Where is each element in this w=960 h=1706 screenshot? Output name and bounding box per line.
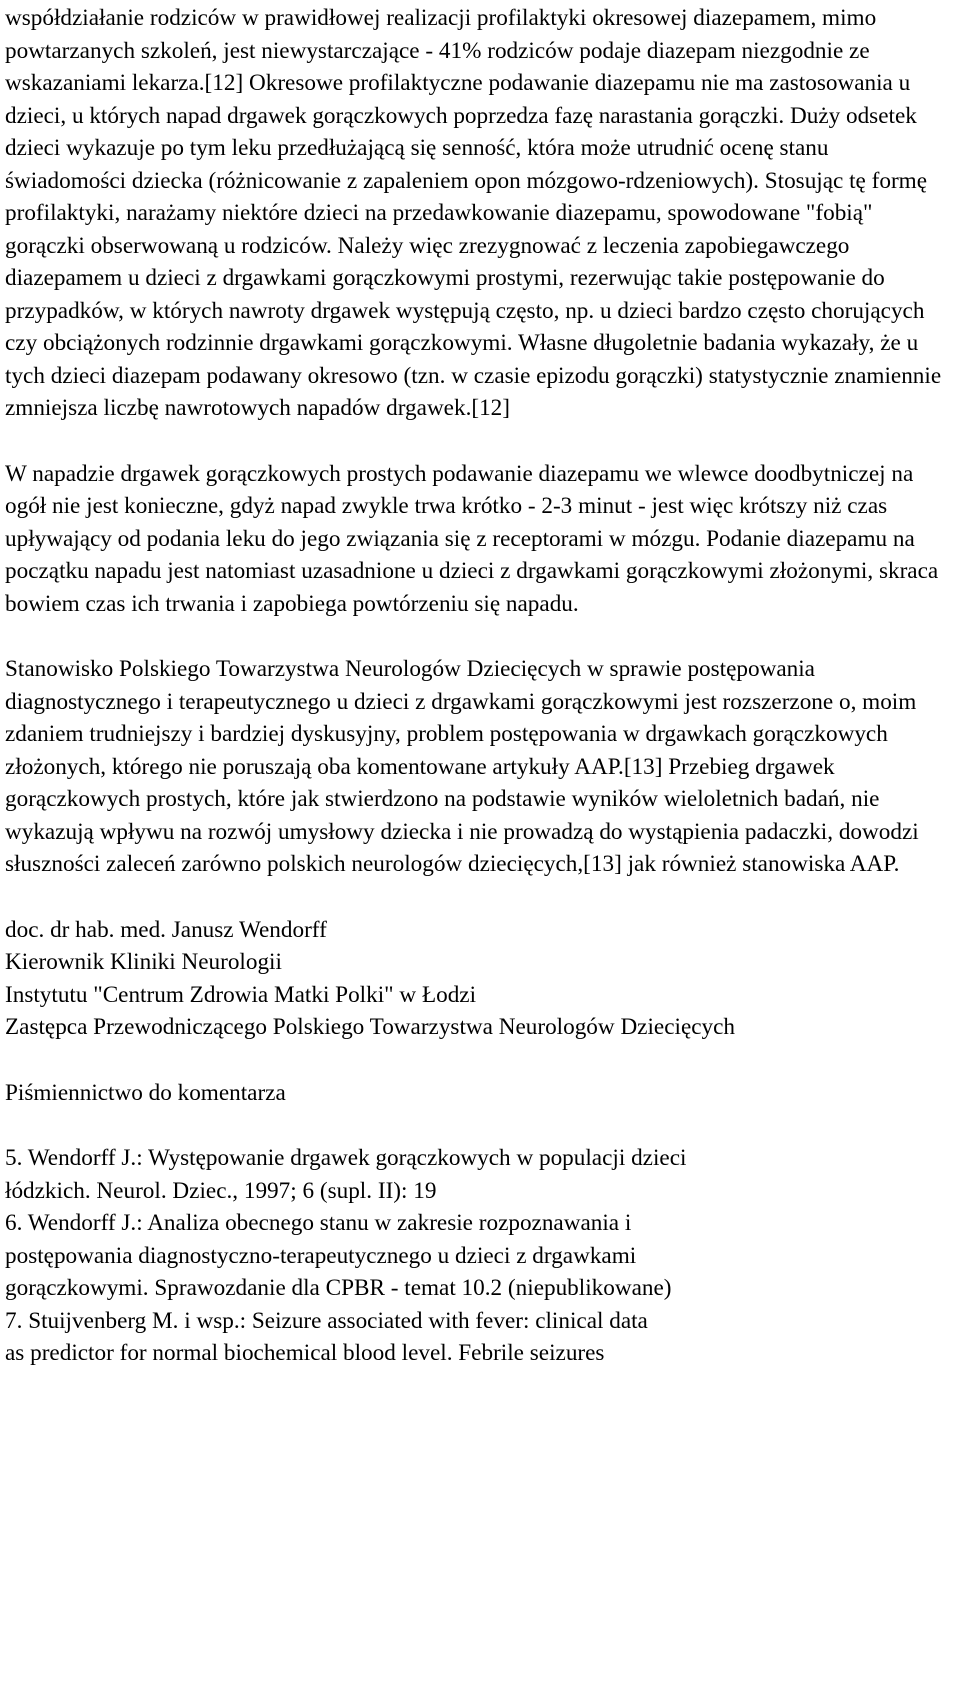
author-name: doc. dr hab. med. Janusz Wendorff	[5, 916, 327, 943]
reference-line: gorączkowymi. Sprawozdanie dla CPBR - temat 10.2 (niepublikowane)	[5, 1275, 672, 1301]
document-page	[5, 0, 955, 1370]
author-signature	[5, 914, 955, 1044]
paragraph-rectal-diazepam: W napadzie drgawek gorączkowych prostych podawanie diazepamu we wlewce doodbytniczej na ogół nie jest konieczne, gdyż napad zwykle trwa krótko - 2-3 minut - jest więc krótszy niż czas upływający od podania leku do jego związania się z receptorami w mózgu. Podanie diazepamu na początku napadu jest natomiast uzasadnione u dzieci z drgawkami gorączkowymi złożonymi, skraca bowiem czas ich trwania i zapobiega powtórzeniu się napadu.	[5, 460, 939, 617]
reference-item	[5, 1305, 955, 1370]
paragraph-diazepam-prophylaxis: współdziałanie rodziców w prawidłowej realizacji profilaktyki okresowej diazepamem, mimo powtarzanych szkoleń, jest niewystarczające - 41% rodziców podaje diazepam niezgodnie ze wskazaniami lekarza.[12] Okresowe profilaktyczne podawanie diazepamu nie ma zastosowania u dzieci, u których napad drgawek gorączkowych poprzedza fazę narastania gorączki. Duży odsetek dzieci wykazuje po tym leku przedłużającą się senność, która może utrudnić ocenę stanu świadomości dziecka (różnicowanie z zapaleniem opon mózgowo-rdzeniowych). Stosując tę formę profilaktyki, narażamy niektóre dzieci na przedawkowanie diazepamu, spowodowane "fobią" gorączki obserwowaną u rodziców. Należy więc zrezygnować z leczenia zapobiegawczego diazepamem u dzieci z drgawkami gorączkowymi prostymi, rezerwując takie postępowanie do przypadków, w których nawroty drgawek występują często, np. u dzieci bardzo często chorujących czy obciążonych rodzinnie drgawkami gorączkowymi. Własne długoletnie badania wykazały, że u tych dzieci diazepam podawany okresowo (tzn. w czasie epizodu gorączki) statystycznie znamiennie zmniejsza liczbę nawrotowych napadów drgawek.[12]	[5, 5, 942, 421]
author-role: Kierownik Kliniki Neurologii	[5, 949, 282, 975]
paragraph-gap	[5, 620, 955, 653]
reference-item	[5, 1142, 955, 1207]
author-institute: Instytutu "Centrum Zdrowia Matki Polki" w Łodzi	[5, 981, 477, 1008]
paragraph-gap	[5, 881, 955, 914]
author-deputy-role: Zastępca Przewodniczącego Polskiego Towarzystwa Neurologów Dziecięcych	[5, 1014, 736, 1040]
reference-line: 5. Wendorff J.: Występowanie drgawek gorączkowych w populacji dzieci	[5, 1145, 687, 1171]
paragraph-gap	[5, 425, 955, 458]
reference-line: postępowania diagnostyczno-terapeutycznego u dzieci z drgawkami	[5, 1242, 637, 1269]
paragraph-gap	[5, 1044, 955, 1077]
reference-line: 7. Stuijvenberg M. i wsp.: Seizure associated with fever: clinical data	[5, 1307, 648, 1334]
reference-line: łódzkich. Neurol. Dziec., 1997; 6 (supl. II): 19	[5, 1177, 437, 1204]
reference-item	[5, 1207, 955, 1305]
paragraph-ptnd-position: Stanowisko Polskiego Towarzystwa Neurologów Dziecięcych w sprawie postępowania diagnostycznego i terapeutycznego u dzieci z drgawkami gorączkowymi jest rozszerzone o, moim zdaniem trudniejszy i bardziej dyskusyjny, problem postępowania w drgawkach gorączkowych złożonych, którego nie poruszają oba komentowane artykuły AAP.[13] Przebieg drgawek gorączkowych prostych, które jak stwierdzono na podstawie wyników wieloletnich badań, nie wykazują wpływu na rozwój umysłowy dziecka i nie prowadzą do wystąpienia padaczki, dowodzi słuszności zaleceń zarówno polskich neurologów dziecięcych,[13] jak również stanowiska AAP.	[5, 656, 919, 877]
references-heading: Piśmiennictwo do komentarza	[5, 1079, 286, 1106]
paragraph-gap	[5, 1109, 955, 1142]
reference-line: as predictor for normal biochemical blood level. Febrile seizures	[5, 1340, 605, 1366]
reference-line: 6. Wendorff J.: Analiza obecnego stanu w zakresie rozpoznawania i	[5, 1210, 632, 1236]
references-list	[5, 1142, 955, 1370]
